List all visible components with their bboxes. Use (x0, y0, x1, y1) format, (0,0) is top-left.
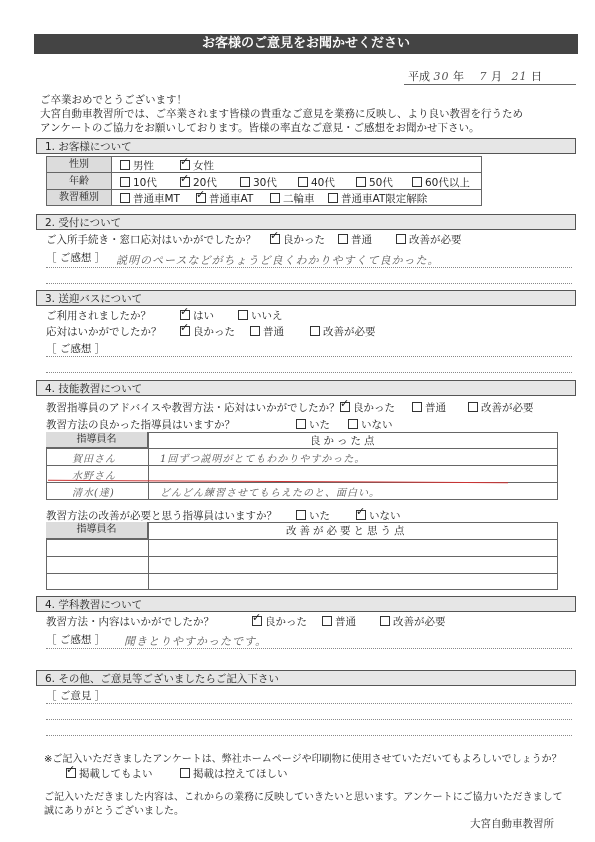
lecture-comment-label: ［ ご感想 ］ (46, 634, 106, 646)
date-year[interactable]: 30 (433, 70, 450, 83)
good-instructor-point-3[interactable]: どんどん練習させてもらえたのと、面白い。 (160, 488, 380, 499)
course-bike-option[interactable]: 二輪車 (270, 191, 315, 206)
good-table-point-header: 良かった点 (310, 435, 378, 447)
date-year-unit: 年 (453, 70, 464, 83)
skill-normal-option[interactable]: 普通 (412, 400, 446, 415)
checkbox[interactable] (120, 160, 130, 170)
date-month-unit: 月 (491, 70, 502, 83)
intro-line-2: 大宮自動車教習所では、ご卒業されます皆様の貴重なご意見を業務に反映し、より良い教習を行うため (40, 108, 523, 120)
bus-comment-label: ［ ご感想 ］ (46, 343, 106, 355)
skill-improve-option[interactable]: 改善が必要 (468, 400, 534, 415)
label-course: 教習種別 (46, 189, 112, 206)
reception-normal-option[interactable]: 普通 (338, 232, 372, 247)
bus-improve-option[interactable]: 改善が必要 (310, 324, 376, 339)
skill-good-option[interactable]: ✓ 良かった (340, 400, 395, 415)
intro-line-3: アンケートのご協力をお願いしております。皆様の率直なご意見・ご感想をお聞かせ下さい。 (40, 122, 480, 134)
good-instructor-question: 教習方法の良かった指導員はいますか？ (46, 419, 235, 431)
age-50s-option[interactable]: 50代 (356, 175, 393, 190)
label-age: 年齢 (46, 172, 112, 190)
bad-instructor-question: 教習方法の改善が必要と思う指導員はいますか？ (46, 510, 277, 522)
checkbox[interactable] (180, 160, 190, 170)
consent-no-option[interactable]: 掲載は控えてほしい (180, 766, 288, 781)
reception-comment-label: ［ ご感想 ］ (46, 252, 106, 264)
lecture-question: 教習方法・内容はいかがでしたか？ (46, 616, 214, 628)
good-instructor-name-2[interactable]: 水野さん (72, 471, 116, 482)
age-30s-option[interactable]: 30代 (240, 175, 277, 190)
bus-use-no-option[interactable]: いいえ (238, 308, 283, 323)
date-month[interactable]: 7 (479, 70, 488, 83)
good-instructor-point-1[interactable]: 1回ずつ説明がとてもわかりやすかった。 (160, 454, 366, 465)
consent-yes-option[interactable]: ✓掲載してもよい (66, 766, 153, 781)
bus-use-yes-option[interactable]: ✓ はい (180, 308, 214, 323)
reception-question: ご入所手続き・窓口応対はいかがでしたか？ (46, 234, 256, 246)
date-line (408, 68, 578, 84)
lecture-good-option[interactable]: ✓ 良かった (252, 614, 307, 629)
bad-table-point-header: 改善が必要と思う点 (286, 525, 408, 537)
bad-instructor-yes-option[interactable]: いた (296, 508, 330, 523)
lecture-normal-option[interactable]: 普通 (322, 614, 356, 629)
closing-line-2: 誠にありがとうございました。 (44, 806, 184, 817)
good-table-name-header: 指導員名 (46, 432, 148, 448)
age-20s-option[interactable]: ✓ 20代 (180, 175, 217, 190)
age-10s-option[interactable]: 10代 (120, 175, 157, 190)
course-mt-option[interactable]: 普通車MT (120, 191, 180, 206)
good-instructor-yes-option[interactable]: いた (296, 417, 330, 432)
consent-question: ※ご記入いただきましたアンケートは、弊社ホームページや印刷物に使用させていただいてもよろしいでしょうか？ (44, 754, 562, 765)
reception-good-option[interactable]: ✓ 良かった (270, 232, 325, 247)
section4-header: 4. 技能教習について (36, 380, 576, 396)
lecture-comment[interactable]: 聞きとりやすかったです。 (124, 635, 268, 648)
course-at-release-option[interactable]: 普通車AT限定解除 (328, 191, 427, 206)
age-60s-option[interactable]: 60代以上 (412, 175, 470, 190)
good-instructor-name-3[interactable]: 清水(達) (72, 488, 115, 499)
reception-comment[interactable]: 説明のペースなどがちょうど良くわかりやすくて良かった。 (116, 254, 440, 267)
section3-header: 3. 送迎バスについて (36, 290, 576, 306)
lecture-improve-option[interactable]: 改善が必要 (380, 614, 446, 629)
bus-use-question: ご利用されましたか？ (46, 310, 151, 322)
reception-improve-option[interactable]: 改善が必要 (396, 232, 462, 247)
gender-male-option[interactable]: 男性 (120, 158, 154, 173)
skill-advice-question: 教習指導員のアドバイスや教習方法・応対はいかがでしたか？ (46, 402, 340, 414)
section5-header: 4. 学科教習について (36, 596, 576, 612)
bad-table-name-header: 指導員名 (46, 522, 148, 539)
bus-service-question: 応対はいかがでしたか？ (46, 326, 162, 338)
good-instructor-no-option[interactable]: いない (348, 417, 393, 432)
date-era: 平成 (408, 70, 430, 83)
footer-school-name: 大宮自動車教習所 (470, 818, 554, 830)
course-at-option[interactable]: ✓ 普通車AT (196, 191, 253, 206)
date-day-unit: 日 (531, 70, 542, 83)
section1-header: 1. お客様について (36, 138, 576, 154)
intro-line-1: ご卒業おめでとうございます！ (40, 94, 187, 106)
bad-instructor-no-option[interactable]: ✓ いない (356, 508, 401, 523)
gender-female-option[interactable]: ✓ 女性 (180, 158, 214, 173)
bus-normal-option[interactable]: 普通 (250, 324, 284, 339)
age-40s-option[interactable]: 40代 (298, 175, 335, 190)
label-gender: 性別 (46, 156, 112, 173)
form-title: お客様のご意見をお聞かせください (34, 34, 578, 54)
other-comment-label: ［ ご意見 ］ (46, 690, 106, 702)
date-day[interactable]: 21 (511, 70, 528, 83)
closing-line-1: ご記入いただきました内容は、これからの業務に反映していきたいと思います。アンケートにご協力いただきまして (44, 792, 563, 803)
good-instructor-name-1[interactable]: 賀田さん (72, 454, 116, 465)
bus-good-option[interactable]: ✓ 良かった (180, 324, 235, 339)
section2-header: 2. 受付について (36, 214, 576, 230)
section6-header: 6. その他、ご意見等ございましたらご記入下さい (36, 670, 576, 686)
